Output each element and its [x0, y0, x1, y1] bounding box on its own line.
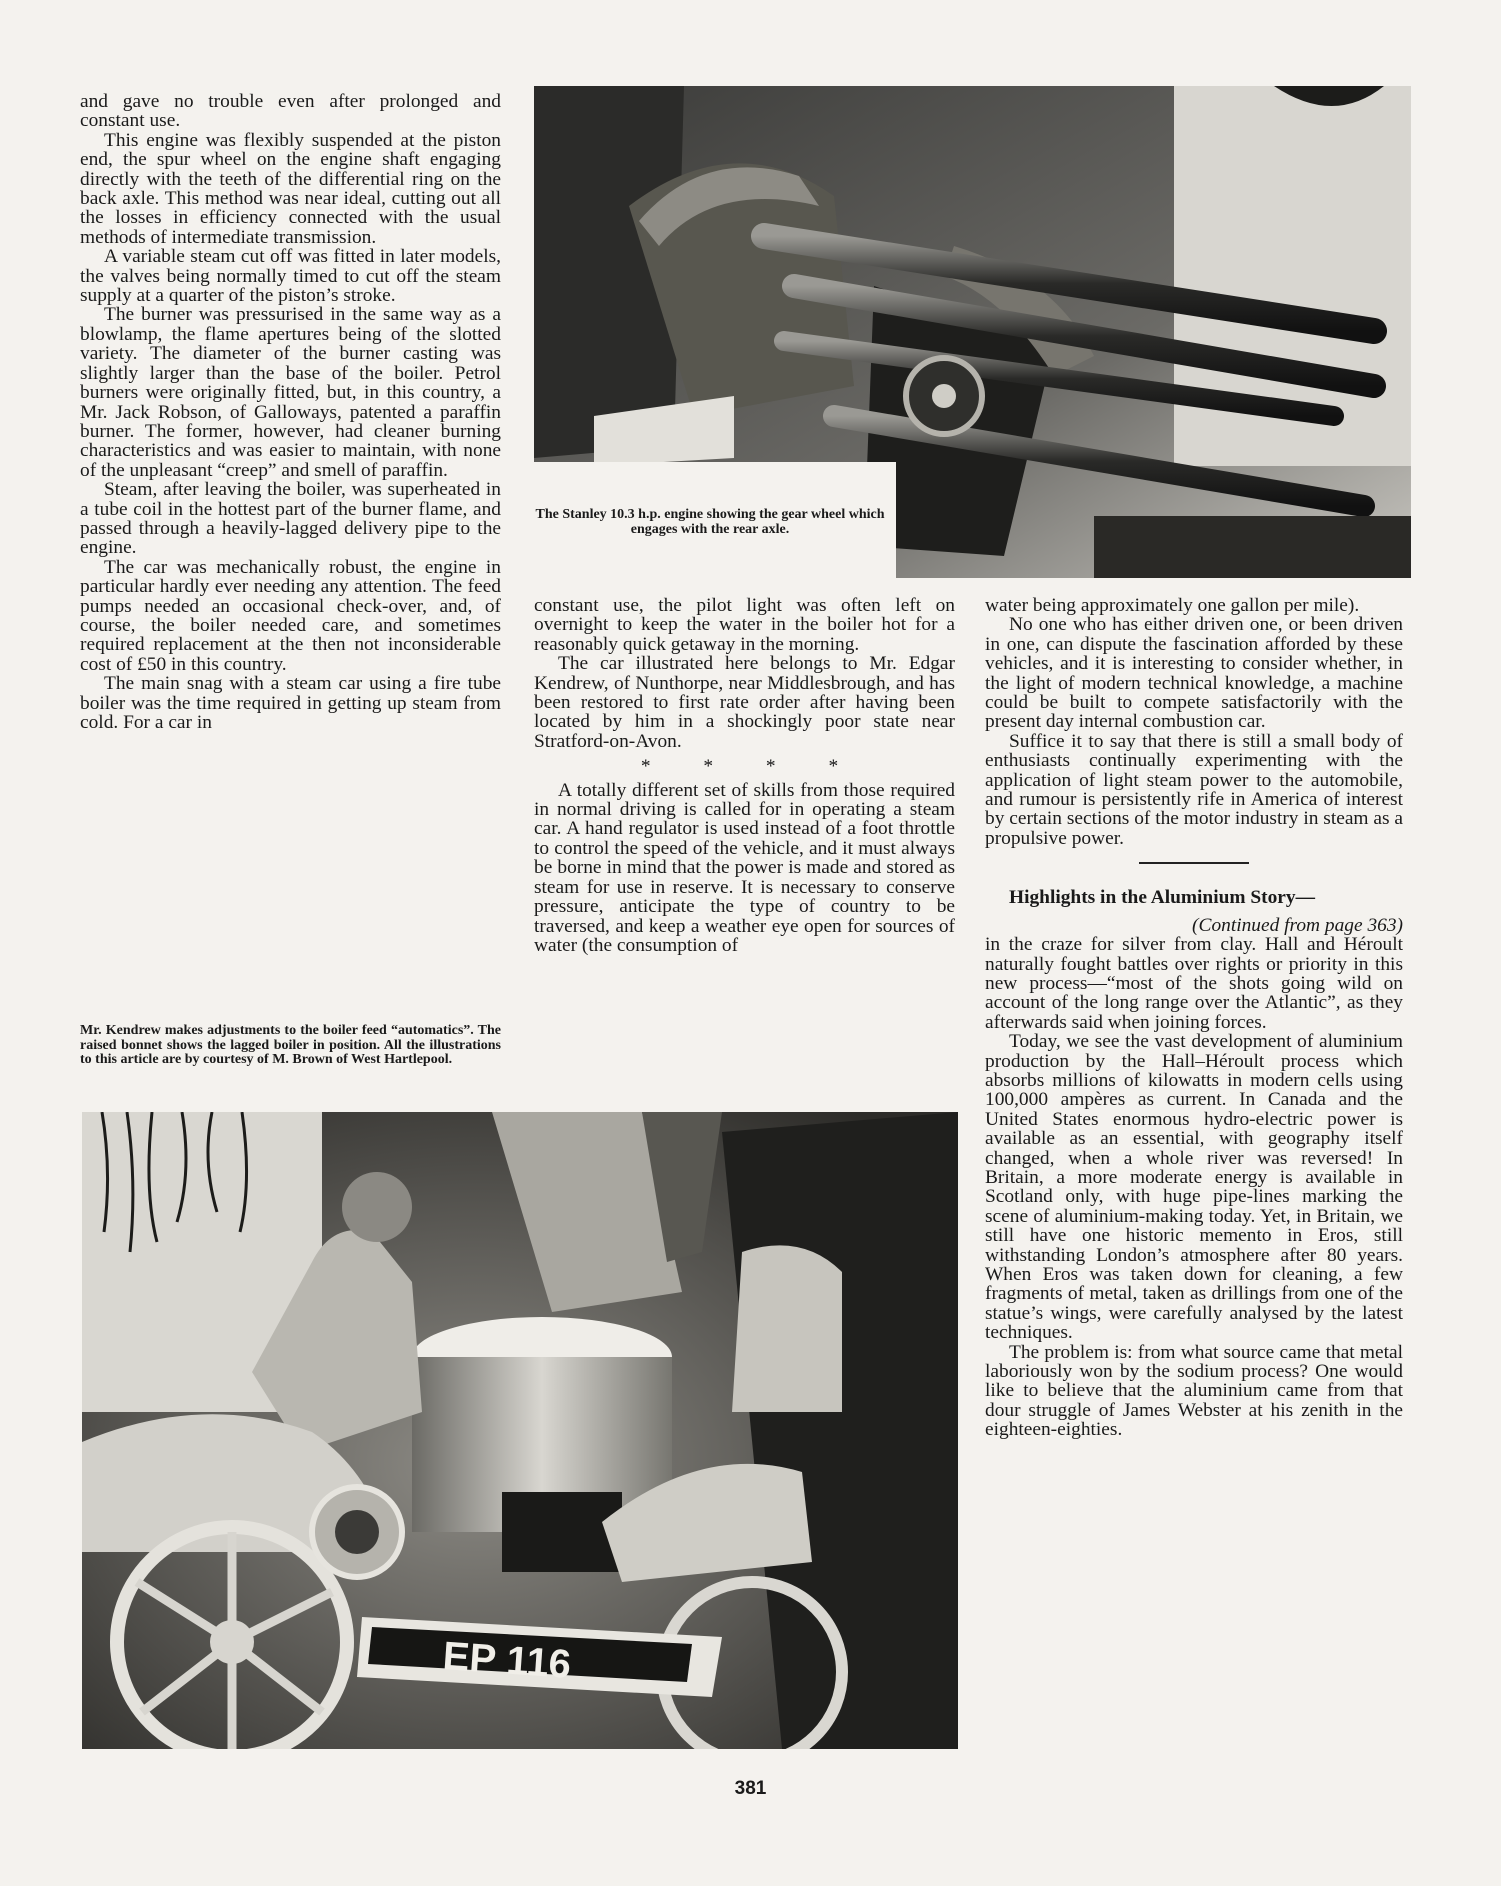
car-photo	[82, 1112, 958, 1749]
column-1	[80, 92, 501, 732]
column-2	[534, 596, 955, 955]
continued-note: (Continued from page 363)	[1192, 914, 1403, 936]
car-photo-caption: Mr. Kendrew makes adjustments to the boiler feed “automatics”. The raised bonnet shows the lagged boiler in position. All the illustrations to this article are by courtesy of M. Brown of West Hartlepool.	[80, 1023, 501, 1067]
page-number: 381	[734, 1778, 767, 1799]
engine-photo-caption: The Stanley 10.3 h.p. engine showing the gear wheel which engages with the rear axle.	[535, 507, 885, 537]
paragraph: The car illustrated here belongs to Mr. Edgar Kendrew, of Nunthorpe, near Middlesbrough, and has been restored to first rate order after having been located by him in a shockingly poor state near Stratford-on-Avon.	[534, 653, 955, 752]
section-separator: * * * *	[640, 756, 849, 778]
paragraph: The burner was pressurised in the same way as a blowlamp, the flame apertures being of the slotted variety. The diameter of the burner casting was slightly larger than the base of the boiler. Petrol burners were originally fitted, but, in this country, a Mr. Jack Robson, of Galloways, patented a paraffin burner. The former, however, had cleaner burning characteristics and was easier to maintain, with none of the unpleasant “creep” and smell of paraffin.	[80, 304, 501, 481]
paragraph: in the craze for silver from clay. Hall and Héroult naturally fought battles over rights or priority in this new process—“most of the shots going wild on account of the long range over the Atlantic”, as they afterwards said when joining forces.	[985, 934, 1403, 1033]
paragraph: The car was mechanically robust, the engine in particular hardly ever needing any attention. The feed pumps needed an occasional check-over, and, of course, the boiler needed care, and sometimes required replacement at the then not inconsiderable cost of £50 in this country.	[80, 556, 501, 675]
paragraph: A variable steam cut off was fitted in later models, the valves being normally timed to cut off the steam supply at a quarter of the piston’s stroke.	[80, 246, 501, 307]
car-photo-image	[82, 1112, 958, 1749]
paragraph: water being approximately one gallon per mile).	[985, 595, 1360, 616]
paragraph: Steam, after leaving the boiler, was superheated in a tube coil in the hottest part of the burner flame, and passed through a heavily-lagged delivery pipe to the engine.	[80, 479, 501, 559]
paragraph: Suffice it to say that there is still a small body of enthusiasts continually experimenting with the application of light steam power to the automobile, and rumour is persistently rife in America of interest by certain sections of the motor industry in steam as a propulsive power.	[985, 730, 1403, 849]
paragraph: Today, we see the vast development of aluminium production by the Hall–Héroult process which absorbs millions of kilowatts in modern cells using 100,000 ampères as current. In Canada and the United States enormous hydro-electric power is available as an essential, with geography itself changed, when a whole river was reversed! In Britain, a more moderate energy is available in Scotland only, with huge pipe-lines marking the scene of aluminium-making today. Yet, in Britain, we still have one historic memento in Eros, still withstanding London’s atmosphere after 80 years. When Eros was taken down for cleaning, a few fragments of metal, taken as drillings from one of the statue’s wings, were carefully analysed by the latest techniques.	[985, 1031, 1403, 1344]
paragraph: constant use, the pilot light was often left on overnight to keep the water in the boiler hot for a reasonably quick getaway in the morning.	[534, 595, 955, 655]
paragraph: A totally different set of skills from those required in normal driving is called for in operating a steam car. A hand regulator is used instead of a foot throttle to control the speed of the vehicle, and it must always be borne in mind that the power is made and stored as steam for use in reserve. It is necessary to conserve pressure, anticipate the type of country to be traversed, and keep a weather eye open for sources of water (the consumption of	[534, 779, 955, 956]
column-3	[985, 596, 1403, 1440]
section-divider	[1139, 862, 1249, 864]
paragraph: This engine was flexibly suspended at the piston end, the spur wheel on the engine shaft engaging directly with the teeth of the differential ring on the back axle. This method was near ideal, cutting out all the losses in efficiency connected with the usual methods of intermediate transmission.	[80, 129, 501, 248]
paragraph: The problem is: from what source came that metal laboriously won by the sodium process? One would like to believe that the aluminium came from that dour struggle of James Webster at his zenith in the eighteen-eighties.	[985, 1341, 1403, 1441]
number-plate: EP 116	[441, 1634, 573, 1687]
paragraph: No one who has either driven one, or been driven in one, can dispute the fascination afforded by these vehicles, and it is interesting to consider whether, in the light of modern technical knowledge, a machine could be built to compete satisfactorily with the present day internal combustion car.	[985, 614, 1403, 733]
section-heading: Highlights in the Aluminium Story—	[1009, 887, 1315, 909]
paragraph: The main snag with a steam car using a fire tube boiler was the time required in getting up steam from cold. For a car in	[80, 673, 501, 733]
paragraph: and gave no trouble even after prolonged and constant use.	[80, 91, 501, 132]
